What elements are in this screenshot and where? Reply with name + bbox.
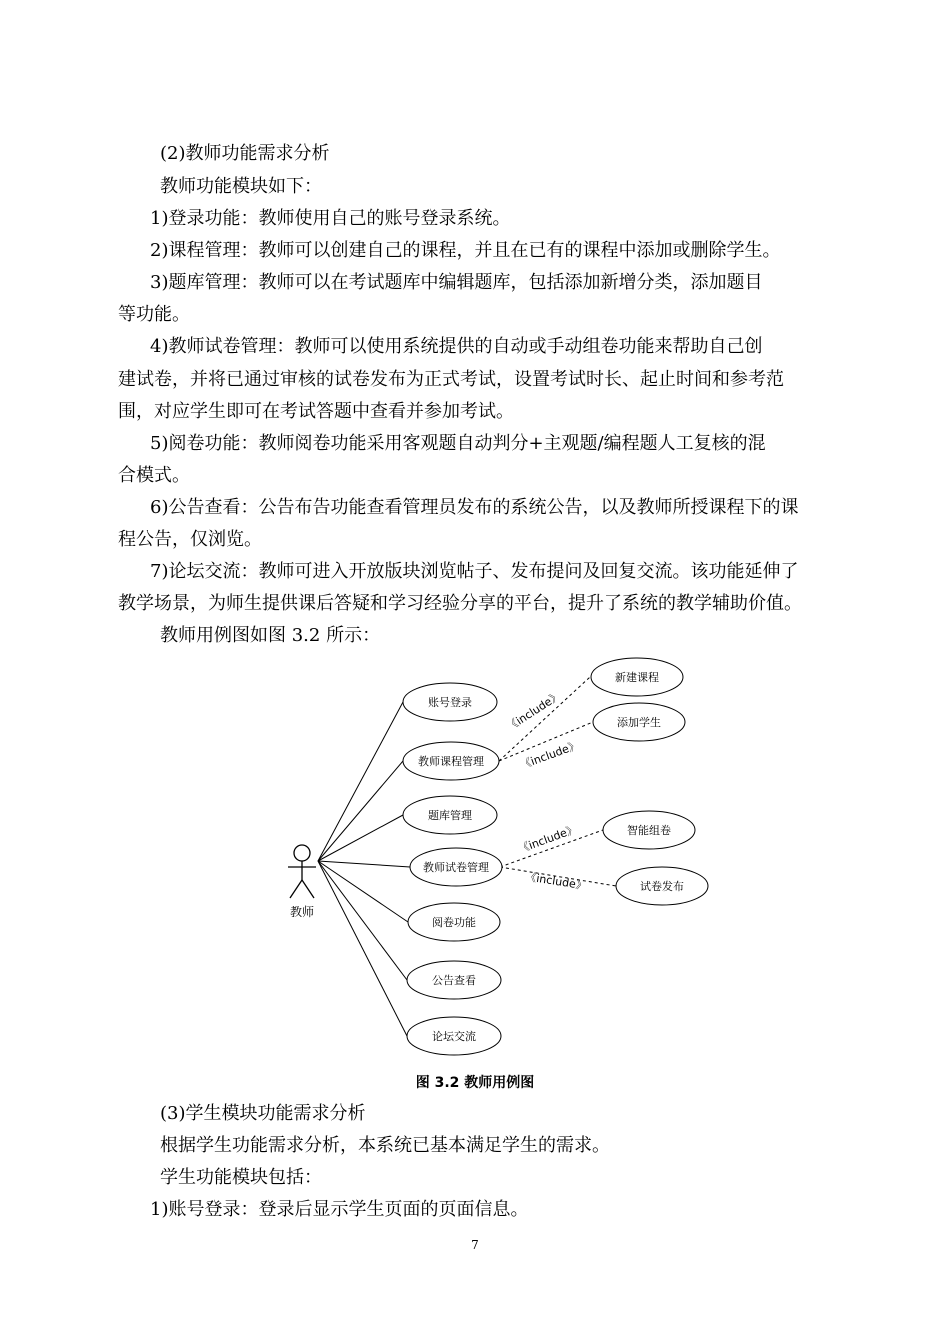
teacher-item-3-line-2: 等功能。 xyxy=(118,304,190,325)
teacher-section-heading: (2)教师功能需求分析 xyxy=(160,143,330,164)
teacher-item-5-line-1: 5)阅卷功能：教师阅卷功能采用客观题自动判分+主观题/编程题人工复核的混 xyxy=(150,433,766,454)
include-label: 《include》 xyxy=(516,822,580,856)
teacher-item-6-line-2: 程公告，仅浏览。 xyxy=(118,529,262,550)
include-lines xyxy=(499,677,616,886)
teacher-item-1: 1)登录功能：教师使用自己的账号登录系统。 xyxy=(150,208,511,229)
actor-label: 教师 xyxy=(289,905,315,919)
figure-caption: 图 3.2 教师用例图 xyxy=(415,1075,535,1091)
include-label: 《include》 xyxy=(518,738,582,772)
use-case-label: 智能组卷 xyxy=(627,824,671,837)
use-case-label: 试卷发布 xyxy=(640,880,684,893)
teacher-item-4-line-3: 围，对应学生即可在考试答题中查看并参加考试。 xyxy=(118,401,514,422)
teacher-item-7-line-2: 教学场景，为师生提供课后答疑和学习经验分享的平台，提升了系统的教学辅助价值。 xyxy=(118,593,802,614)
teacher-item-6-line-1: 6)公告查看：公告布告功能查看管理员发布的系统公告，以及教师所授课程下的课 xyxy=(150,497,799,518)
actor-figure xyxy=(288,845,316,898)
student-item-1: 1)账号登录：登录后显示学生页面的页面信息。 xyxy=(150,1199,529,1220)
student-section-heading: (3)学生模块功能需求分析 xyxy=(160,1103,366,1124)
use-case-label: 教师试卷管理 xyxy=(423,861,489,874)
use-case-label: 题库管理 xyxy=(428,809,472,822)
teacher-use-case-diagram xyxy=(270,648,730,1068)
include-labels xyxy=(505,689,588,893)
use-case-label: 论坛交流 xyxy=(432,1030,476,1043)
use-case-label: 教师课程管理 xyxy=(418,755,484,768)
teacher-item-4-line-2: 建试卷，并将已通过审核的试卷发布为正式考试，设置考试时长、起止时间和参考范 xyxy=(118,369,784,390)
figure-reference: 教师用例图如图 3.2 所示： xyxy=(160,625,381,646)
use-case-label: 添加学生 xyxy=(617,716,661,729)
teacher-section-intro: 教师功能模块如下： xyxy=(160,176,322,197)
teacher-item-5-line-2: 合模式。 xyxy=(118,465,190,486)
use-case-label: 新建课程 xyxy=(615,671,659,684)
association-lines xyxy=(318,702,410,1036)
use-case-label: 阅卷功能 xyxy=(432,916,476,929)
page-number: 7 xyxy=(471,1238,479,1252)
teacher-item-2: 2)课程管理：教师可以创建自己的课程，并且在已有的课程中添加或删除学生。 xyxy=(150,240,781,261)
student-section-line-2: 学生功能模块包括： xyxy=(160,1167,322,1188)
teacher-item-7-line-1: 7)论坛交流：教师可进入开放版块浏览帖子、发布提问及回复交流。该功能延伸了 xyxy=(150,561,799,582)
teacher-item-4-line-1: 4)教师试卷管理：教师可以使用系统提供的自动或手动组卷功能来帮助自己创 xyxy=(150,336,763,357)
use-case-label: 账号登录 xyxy=(428,696,472,709)
teacher-item-3-line-1: 3)题库管理：教师可以在考试题库中编辑题库，包括添加新增分类，添加题目 xyxy=(150,272,763,293)
student-section-line-1: 根据学生功能需求分析，本系统已基本满足学生的需求。 xyxy=(160,1135,610,1156)
use-case-label: 公告查看 xyxy=(432,974,476,987)
use-cases xyxy=(403,658,708,1055)
include-label: 《include》 xyxy=(504,688,564,734)
include-label: 《include》 xyxy=(524,870,588,893)
